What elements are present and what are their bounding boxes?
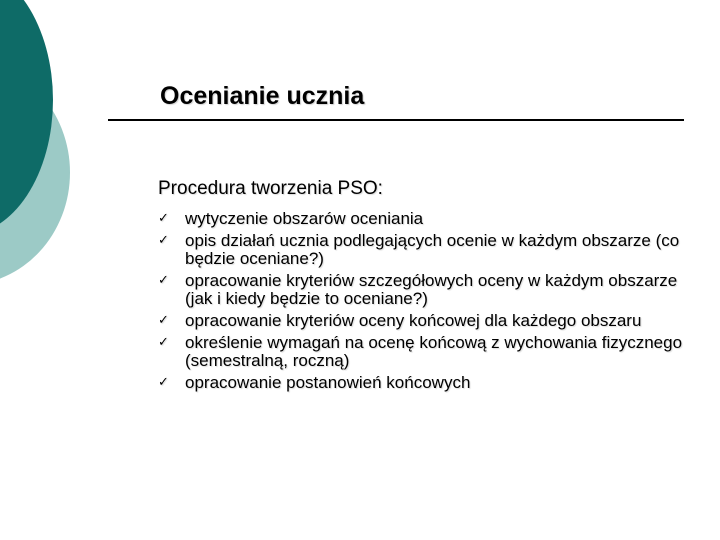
list-item: [158, 334, 688, 370]
slide-title: Ocenianie ucznia: [160, 82, 365, 110]
bullet-text: określenie wymagań na ocenę końcową z wychowania fizycznego (semestralną, roczną): [185, 333, 683, 370]
check-icon: ✓: [158, 375, 169, 390]
check-icon: ✓: [158, 335, 169, 350]
bullet-text: wytyczenie obszarów oceniania: [185, 209, 424, 228]
check-icon: ✓: [158, 233, 169, 248]
list-item: [158, 374, 688, 392]
check-icon: ✓: [158, 211, 169, 226]
bullet-text: opis działań ucznia podlegających ocenie w każdym obszarze (co będzie oceniane?): [185, 231, 680, 268]
list-item: [158, 232, 688, 268]
title-divider: [108, 119, 684, 121]
list-item: [158, 312, 688, 330]
list-item: [158, 272, 688, 308]
bullet-text: opracowanie postanowień końcowych: [185, 373, 471, 392]
check-icon: ✓: [158, 273, 169, 288]
list-item: [158, 210, 688, 228]
slide-subtitle: Procedura tworzenia PSO:: [158, 178, 383, 199]
bullet-text: opracowanie kryteriów oceny końcowej dla każdego obszaru: [185, 311, 642, 330]
bullet-text: opracowanie kryteriów szczegółowych oceny w każdym obszarze (jak i kiedy będzie to oceniane?): [185, 271, 678, 308]
check-icon: ✓: [158, 313, 169, 328]
bullet-list: [158, 210, 688, 396]
